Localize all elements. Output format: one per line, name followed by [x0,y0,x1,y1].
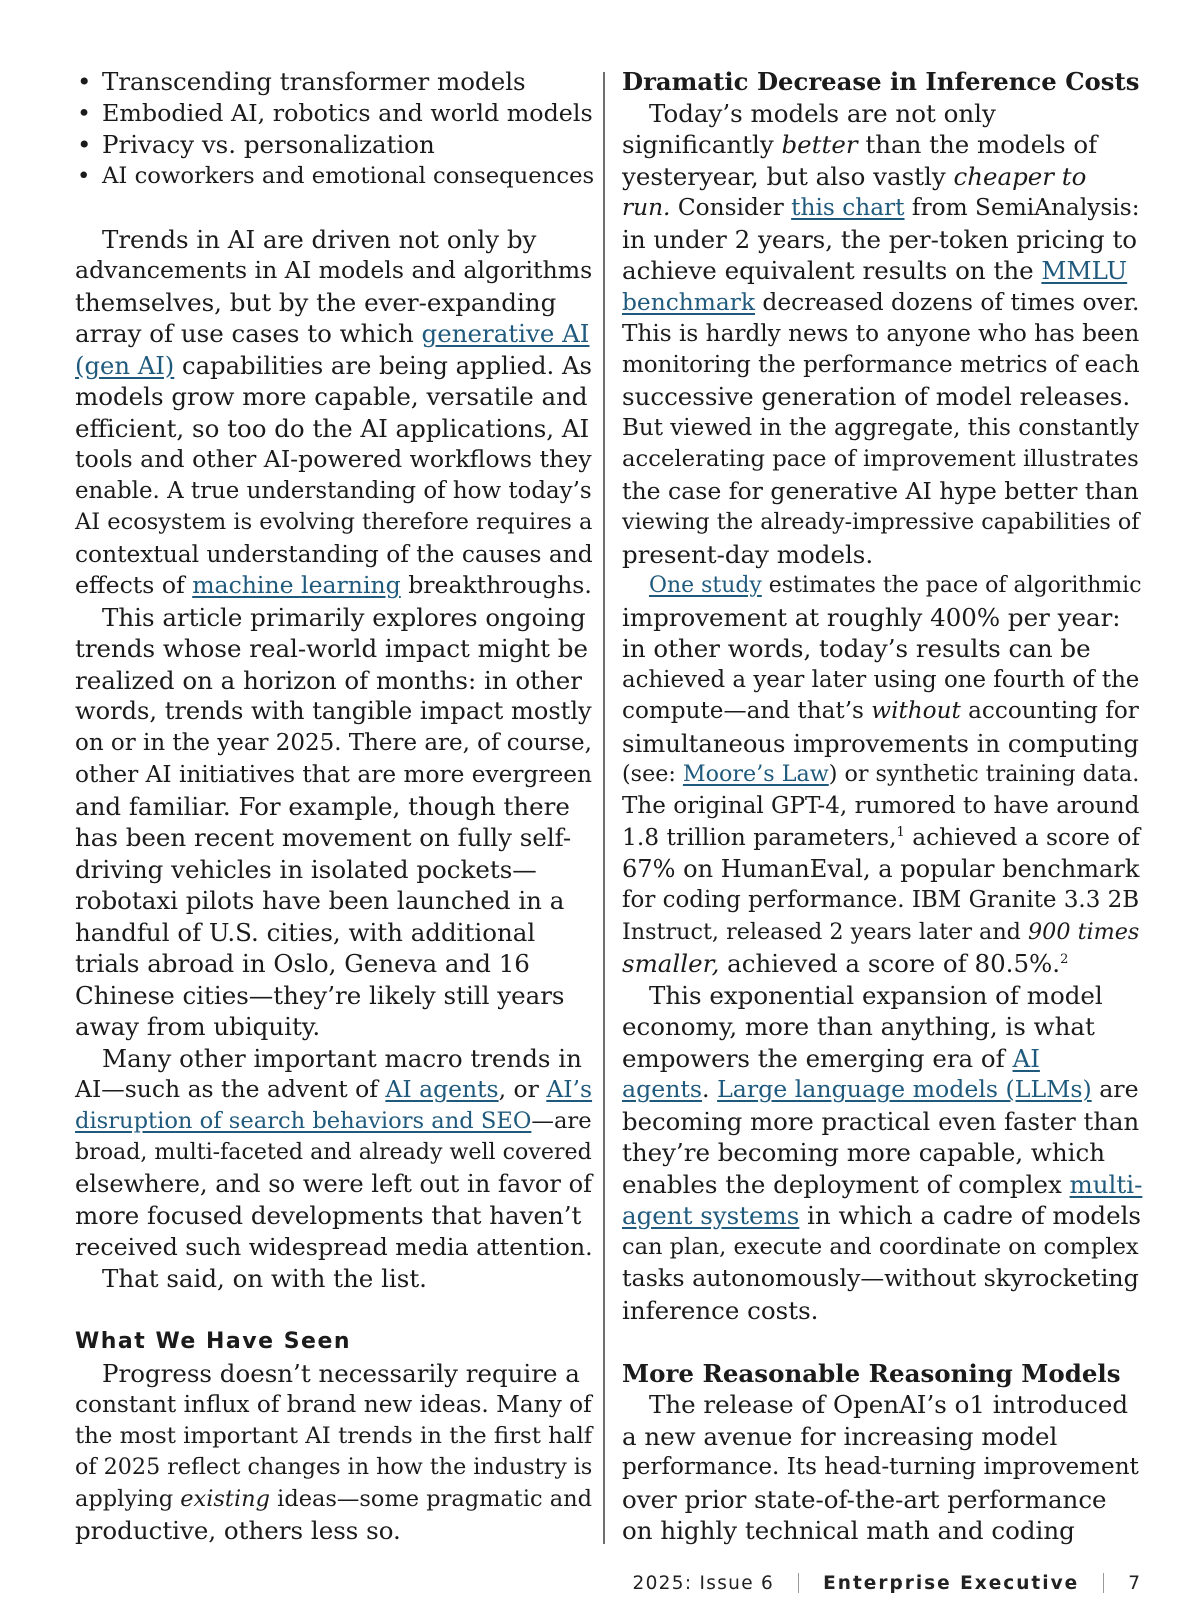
text-line: in under 2 years, the per-token pricing to [622,224,1138,254]
link-ai-disruption-seo[interactable]: AI’s [546,1075,593,1103]
text-line: can plan, execute and coordinate on complex [622,1233,1139,1260]
text-line: economy, more than anything, is what [622,1012,1095,1041]
text-line: over prior state-of-the-art performance [622,1484,1107,1514]
text-line: the case for generative AI hype better than [622,476,1139,505]
link-moores-law[interactable]: Moore’s Law [682,761,829,787]
text-line: and familiar. For example, though there [75,791,570,821]
text-line: received such widespread media attention. [75,1232,593,1261]
paragraph-algorithmic-improvement [622,570,1142,980]
section-heading: Dramatic Decrease in Inference Costs [622,67,1140,96]
text-line: benchmark decreased dozens of times over. [622,288,1140,316]
text-line: handful of U.S. cities, with additional [75,917,536,947]
text-line: simultaneous improvements in computing [622,728,1139,758]
link-machine-learning[interactable]: machine learning [192,571,401,599]
link-mmlu-benchmark[interactable]: MMLU [1041,256,1128,285]
bullet-item: • Privacy vs. personalization [75,129,595,161]
text-line: they’re becoming more capable, which [622,1138,1106,1167]
section-heading: More Reasonable Reasoning Models [622,1358,1121,1388]
text-line: tasks autonomously—without skyrocketing [622,1264,1139,1292]
text-line: trials abroad in Oslo, Geneva and 16 [75,949,530,978]
text-line: significantly better than the models of [622,130,1098,159]
text-line: accelerating pace of improvement illustrates [622,446,1139,472]
text-line: Trends in AI are driven not only by [102,224,537,254]
footnote-ref: 1 [896,825,905,840]
link-ai-agents[interactable]: AI agents [385,1075,499,1103]
text-line: driving vehicles in isolated pockets— [75,854,537,884]
text-line: present-day models. [622,539,874,569]
text-line: contextual understanding of the causes and [75,540,593,568]
text-line: agents. Large language models (LLMs) are [622,1075,1139,1103]
text-line: agent systems in which a cadre of models [622,1201,1141,1230]
text-line: in other words, today’s results can be [622,634,1091,663]
text-line: compute—and that’s without accounting for [622,698,1139,724]
link-llms[interactable]: Large language models (LLMs) [717,1075,1092,1103]
paragraph-inference-costs [622,98,1142,571]
bullet-item: • Embodied AI, robotics and world models [75,98,595,130]
text-line: on highly technical math and coding [622,1516,1075,1545]
text-line: This article primarily explores ongoing [102,602,586,632]
text-line: more focused developments that haven’t [75,1201,582,1230]
paragraph-progress [75,1358,595,1547]
text-line: Many other important macro trends in [102,1043,582,1073]
text-line: monitoring the performance metrics of each [622,351,1140,378]
link-this-chart[interactable]: this chart [791,194,905,221]
text-line: broad, multi-faceted and already well covered [75,1139,592,1165]
text-line: array of use cases to which generative AI [75,319,590,348]
text-line: Chinese cities—they’re likely still years [75,980,565,1010]
text-line: This is hardly news to anyone who has been [622,320,1140,347]
text-line: has been recent movement on fully self- [75,823,572,852]
text-line: 1.8 trillion parameters,$^1$ achieved a score of [622,824,1140,851]
text-line: Today’s models are not only [649,98,996,128]
link-generative-ai[interactable]: generative AI [421,319,590,348]
text-line: models grow more capable, versatile and [75,382,588,411]
page-footer [633,1568,1140,1598]
text-line: But viewed in the aggregate, this constantly [622,414,1139,441]
spacer [75,192,595,224]
publication-name: Enterprise Executive [823,1572,1080,1594]
text-line: One study estimates the pace of algorithmic [649,573,1142,598]
text-line: performance. Its head-turning improvement [622,1454,1139,1480]
paragraph-trends [75,224,595,602]
text-line: the most important AI trends in the first half [75,1422,593,1449]
text-line: becoming more practical even faster than [622,1106,1140,1136]
link-multi-agent-systems[interactable]: multi- [1069,1169,1143,1199]
text-line: The release of OpenAI’s o1 introduced [649,1390,1129,1419]
link-gen-ai[interactable]: (gen AI) [75,350,175,380]
text-line: efficient, so too do the AI applications, AI [75,413,590,443]
issue-label: 2025: Issue 6 [632,1572,775,1594]
text-line: realized on a horizon of months: in other [75,665,582,695]
link-ai-agents-era-cont[interactable]: agents [622,1075,703,1103]
text-line: achieve equivalent results on the MMLU [622,256,1128,285]
spacer [75,1295,595,1327]
text-line: enables the deployment of complex multi- [622,1169,1143,1199]
text-line: other AI initiatives that are more evergreen [75,761,593,788]
text-line: inference costs. [622,1295,819,1325]
spacer [622,1326,1142,1358]
paragraph-macro-trends [75,1043,595,1264]
text-line: improvement at roughly 400% per year: [622,602,1121,632]
footer-divider [1103,1573,1104,1593]
link-mmlu-benchmark-cont[interactable]: benchmark [622,288,755,316]
page-number: 7 [1128,1572,1140,1594]
text-line: elsewhere, and so were left out in favor of [75,1169,593,1198]
paragraph-transition: That said, on with the list. [102,1264,427,1293]
footer-divider [798,1573,799,1593]
link-one-study[interactable]: One study [649,573,762,598]
section-heading: What We Have Seen [75,1329,352,1354]
text-line: tools and other AI-powered workflows they [75,445,592,473]
text-line: a new avenue for increasing model [622,1421,1058,1451]
text-line: away from ubiquity. [75,1012,321,1041]
text-line: productive, others less so. [75,1516,401,1545]
text-line: achieved a year later using one fourth of the [622,666,1140,693]
left-column [75,66,595,1547]
link-multi-agent-systems-cont[interactable]: agent systems [622,1201,800,1230]
text-line: (gen AI) capabilities are being applied. As [75,350,592,380]
text-line: yesteryear, but also vastly cheaper to [622,161,1087,191]
text-line: effects of machine learning breakthroughs. [75,571,592,599]
link-ai-disruption-seo-cont[interactable]: disruption of search behaviors and SEO [75,1107,532,1134]
text-line: disruption of search behaviors and SEO—are [75,1107,592,1134]
text-line: AI ecosystem is evolving therefore requires a [75,509,593,535]
text-line: constant influx of brand new ideas. Many of [75,1391,592,1418]
paragraph-article-scope [75,602,595,1043]
link-ai-agents-era[interactable]: AI [1012,1043,1040,1073]
text-line: enable. A true understanding of how today’s [75,477,592,504]
bullet-item: • AI coworkers and emotional consequences [75,161,595,193]
text-line: on or in the year 2025. There are, of course, [75,729,592,756]
text-line: of 2025 reflect changes in how the industry is [75,1454,593,1480]
text-line: The original GPT-4, rumored to have around [622,792,1140,819]
text-line: successive generation of model releases. [622,382,1131,411]
text-line: applying existing ideas—some pragmatic and [75,1485,593,1512]
text-line: advancements in AI models and algorithms [75,256,593,284]
text-line: run. Consider this chart from SemiAnalysis: [622,194,1140,221]
paragraph-model-economy [622,980,1142,1327]
paragraph-reasoning-models [622,1389,1142,1547]
text-line: smaller, achieved a score of 80.5%.$^2$ [622,949,1069,978]
text-line: themselves, but by the ever-expanding [75,287,557,317]
column-divider [603,72,605,1544]
text-line: trends whose real-world impact might be [75,634,588,663]
bullet-item: • Transcending transformer models [75,66,595,98]
text-line: Progress doesn’t necessarily require a [102,1358,580,1388]
text-line: empowers the emerging era of AI [622,1043,1040,1073]
text-line: words, trends with tangible impact mostly [75,697,592,725]
text-line: robotaxi pilots have been launched in a [75,886,565,915]
text-line: 67% on HumanEval, a popular benchmark [622,854,1140,883]
text-line: AI—such as the advent of AI agents, or AI’s [75,1075,593,1103]
right-column [622,66,1142,1547]
text-line: Instruct, released 2 years later and 900 times [622,918,1140,945]
footnote-ref: 2 [1060,952,1069,967]
text-line: viewing the already-impressive capabilities of [622,509,1140,535]
text-line: This exponential expansion of model [649,980,1103,1010]
text-line: for coding performance. IBM Granite 3.3 2B [622,887,1140,913]
text-line: (see: Moore’s Law) or synthetic training data. [622,761,1140,787]
